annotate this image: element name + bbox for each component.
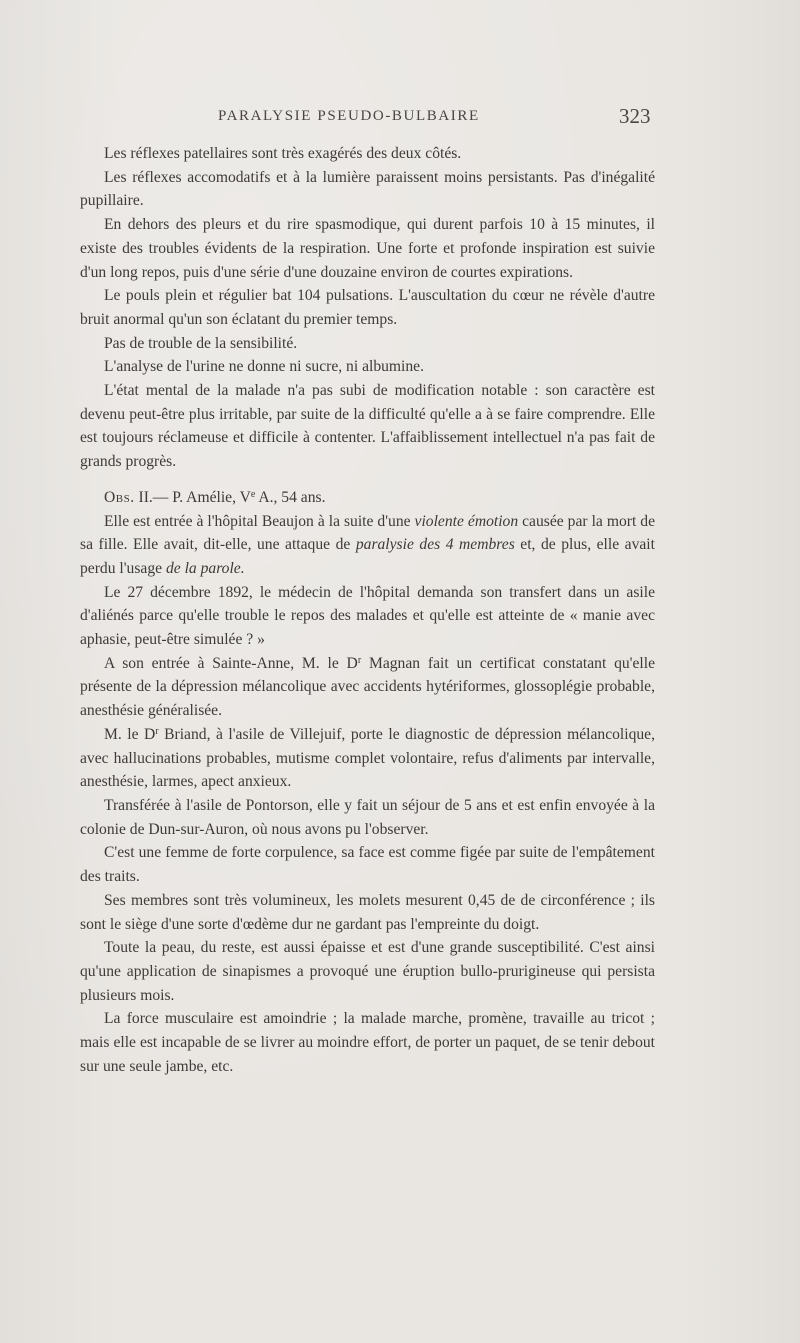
paragraph: L'état mental de la malade n'a pas subi de modification notable : son caractère est devenu peut-être plus irritable, par suite de la difficulté qu'elle a à se faire comprendre. Elle est toujours réclameuse et difficile à contenter. L'affaiblissement intellectuel n'a pas fait de grands progrès. (80, 382, 655, 471)
paragraph: Les réflexes patellaires sont très exagérés des deux côtés. (104, 145, 462, 162)
body-text (80, 142, 655, 1078)
text-run: M. le D (104, 725, 156, 743)
paragraph: Transférée à l'asile de Pontorson, elle y fait un séjour de 5 ans et est enfin envoyée à la colonie de Dun-sur-Auron, où nous avons pu l'observer. (80, 796, 655, 838)
text-run: Magnan fait un certificat constatant qu'elle présente de la dépression mélancolique avec accidents hytériformes, glossoplégie probable, anesthésie généralisée. (80, 654, 655, 720)
observation-patient: II.— P. Amélie, V (134, 488, 251, 506)
text-run: et, de plus, elle avait perdu l'usage (80, 536, 655, 577)
italic-run: violente émotion (414, 512, 519, 530)
paragraph: La force musculaire est amoindrie ; la malade marche, promène, travaille au tricot ; mais elle est incapable de se livrer au moindre effort, de porter un paquet, de se tenir debout sur une seule jambe, etc. (80, 1010, 655, 1075)
running-head (0, 104, 800, 134)
paragraph: Pas de trouble de la sensibilité. (104, 334, 298, 352)
paragraph: Les réflexes accomodatifs et à la lumière paraissent moins persistants. Pas d'inégalité pupillaire. (80, 168, 655, 210)
paragraph (80, 652, 655, 723)
italic-run: paralysie des 4 membres (355, 536, 515, 554)
superscript: e (250, 488, 256, 500)
running-title: PARALYSIE PSEUDO-BULBAIRE (218, 108, 480, 124)
paragraph: Toute la peau, du reste, est aussi épaisse et est d'une grande susceptibilité. C'est ainsi qu'une application de sinapismes a provoqué une éruption bullo-prurigineuse qui persista plusieurs mois. (80, 939, 655, 1004)
observation-age: A., 54 ans. (255, 488, 326, 506)
page-number: 323 (619, 104, 651, 128)
paragraph: Le pouls plein et régulier bat 104 pulsations. L'auscultation du cœur ne révèle d'autre bruit anormal qu'un son éclatant du premier temps. (80, 287, 655, 328)
italic-run: de la parole. (165, 559, 245, 577)
paragraph (80, 510, 655, 581)
paragraph: En dehors des pleurs et du rire spasmodique, qui durent parfois 10 à 15 minutes, il existe des troubles évidents de la respiration. Une forte et profonde inspiration est suivie d'un long repos, puis d'une série d'une douzaine environ de courtes expirations. (80, 216, 655, 281)
superscript: r (155, 725, 159, 737)
observation-label: Obs. (104, 488, 135, 506)
observation-heading (80, 486, 655, 510)
paragraph: C'est une femme de forte corpulence, sa face est comme figée par suite de l'empâtement des traits. (80, 844, 655, 886)
text-run: A son entrée à Sainte-Anne, M. le D (104, 654, 358, 672)
section-gap (80, 474, 655, 486)
text-run: causée par la mort de sa fille. Elle avait, dit-elle, une attaque de (80, 512, 655, 554)
paragraph (80, 723, 655, 794)
text-run: Briand, à l'asile de Villejuif, porte le diagnostic de dépression mélancolique, avec hallucinations probables, mutisme complet volontaire, refus d'aliments par intervalle, anesthésie, larmes, apect anxieux. (80, 725, 656, 791)
paragraph: Le 27 décembre 1892, le médecin de l'hôpital demanda son transfert dans un asile d'aliénés parce qu'elle trouble le repos des malades et qu'elle est atteinte de « manie avec aphasie, peut-être simulée ? » (80, 583, 655, 649)
paragraph: Ses membres sont très volumineux, les molets mesurent 0,45 de de circonférence ; ils sont le siège d'une sorte d'œdème dur ne gardant pas l'empreinte du doigt. (80, 891, 655, 933)
superscript: r (357, 654, 362, 666)
text-run: Elle est entrée à l'hôpital Beaujon à la suite d'une (104, 512, 415, 530)
paragraph: L'analyse de l'urine ne donne ni sucre, ni albumine. (104, 358, 424, 376)
